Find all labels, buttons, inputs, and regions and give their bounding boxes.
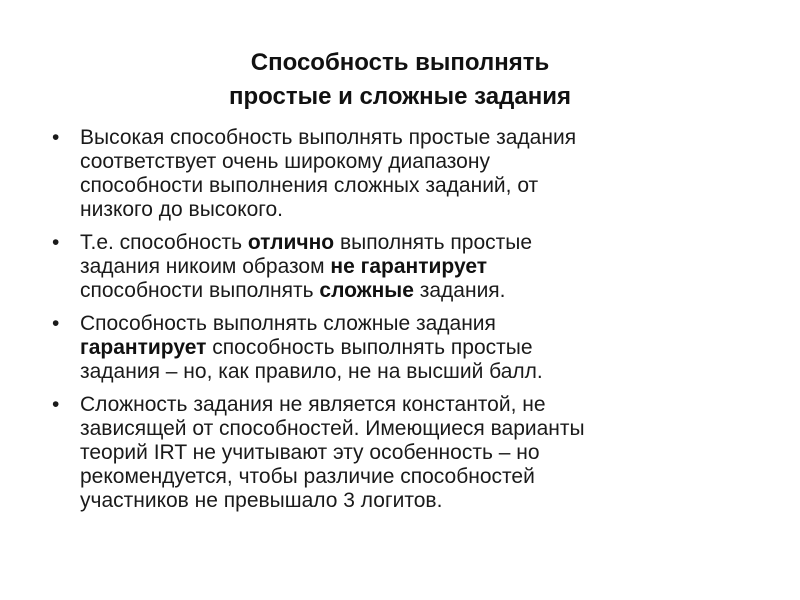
bullet-3-line-1: Способность выполнять сложные задания xyxy=(80,312,496,335)
bullet-3-text: способность выполнять простые xyxy=(206,336,533,359)
bullet-1-line-1: Высокая способность выполнять простые задания xyxy=(80,126,577,149)
bullet-marker: • xyxy=(52,126,60,149)
bullet-item-3 xyxy=(52,312,692,384)
bullet-item-4 xyxy=(52,393,692,513)
bullet-1-line-3: способности выполнения сложных заданий, от xyxy=(80,174,539,197)
bullet-marker: • xyxy=(52,312,60,335)
bullet-2-emphasis: сложные xyxy=(319,279,414,302)
bullet-2-line-1 xyxy=(80,231,692,255)
bullet-2-text: Т.е. способность xyxy=(80,231,248,254)
bullet-2-line-3 xyxy=(80,279,692,303)
bullet-2-emphasis: отлично xyxy=(247,231,335,254)
bullet-2-text: задания. xyxy=(413,279,506,302)
bullet-marker: • xyxy=(52,231,60,254)
bullet-item-2 xyxy=(52,231,692,303)
slide-title xyxy=(0,46,800,114)
bullet-3-line-3: задания – но, как правило, не на высший балл. xyxy=(80,360,543,383)
bullet-2-emphasis: не гарантирует xyxy=(330,255,488,278)
bullet-4-line-2: зависящей от способностей. Имеющиеся варианты xyxy=(80,417,585,440)
bullet-2-text: задания никоим образом xyxy=(80,255,331,278)
bullet-4-line-5: участников не превышало 3 логитов. xyxy=(80,489,443,512)
title-line-2: простые и сложные задания xyxy=(229,83,571,110)
bullet-2-text: способности выполнять xyxy=(80,279,320,302)
bullet-list xyxy=(52,126,692,522)
bullet-2-text: выполнять простые xyxy=(334,231,533,254)
bullet-3-line-2 xyxy=(80,336,692,360)
bullet-marker: • xyxy=(52,393,60,416)
bullet-3-emphasis: гарантирует xyxy=(80,336,207,359)
bullet-4-line-1: Сложность задания не является константой, не xyxy=(80,393,546,416)
bullet-1-line-2: соответствует очень широкому диапазону xyxy=(80,150,490,173)
bullet-4-line-3: теорий IRT не учитывают эту особенность – но xyxy=(80,441,540,464)
bullet-4-line-4: рекомендуется, чтобы различие способностей xyxy=(80,465,535,488)
bullet-item-1 xyxy=(52,126,692,222)
bullet-2-line-2 xyxy=(80,255,692,279)
bullet-1-line-4: низкого до высокого. xyxy=(80,198,284,221)
title-line-1: Способность выполнять xyxy=(250,49,550,76)
